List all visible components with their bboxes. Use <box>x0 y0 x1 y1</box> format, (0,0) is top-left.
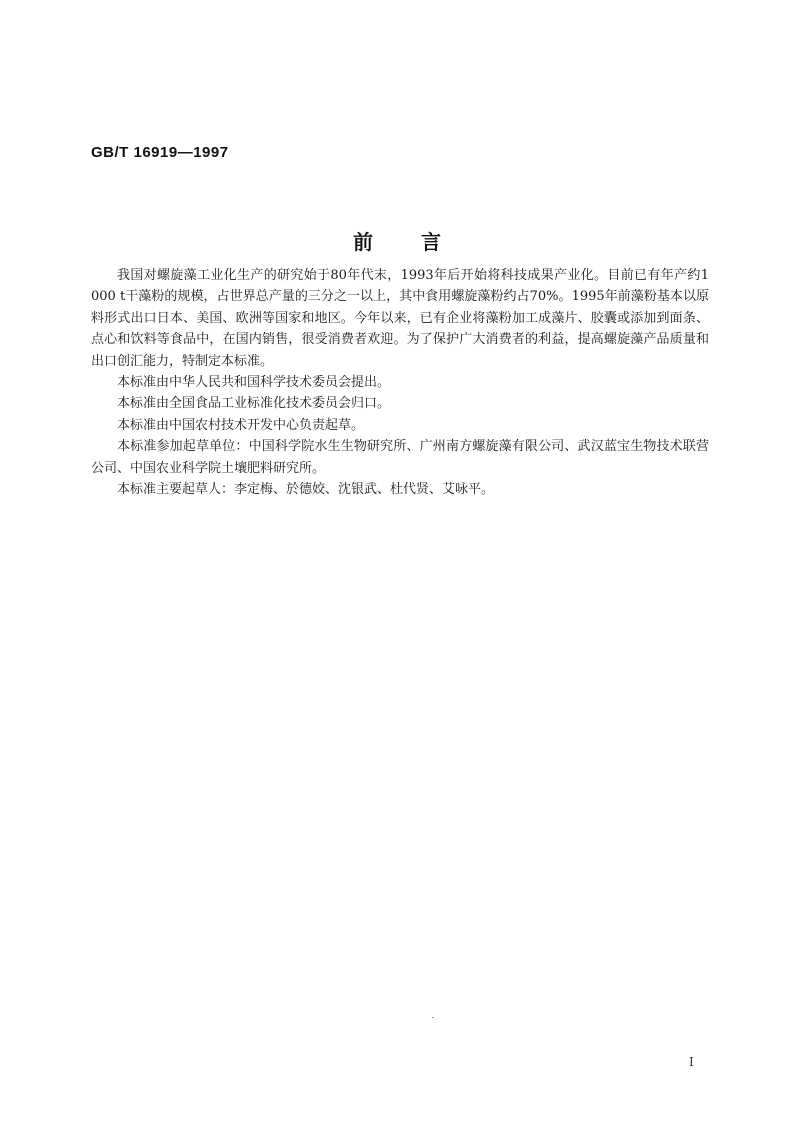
paragraph-proposer: 本标准由中华人民共和国科学技术委员会提出。 <box>117 375 391 391</box>
paragraph-committee: 本标准由全国食品工业标准化技术委员会归口。 <box>117 396 391 412</box>
paragraph-drafter: 本标准由中国农村技术开发中心负责起草。 <box>117 417 365 433</box>
paragraph-participants: 本标准参加起草单位：中国科学院水生生物研究所、广州南方螺旋藻有限公司、武汉蓝宝生物技术联营公司、中国农业科学院土壤肥料研究所。 <box>91 439 709 476</box>
page-title: 前言 <box>353 230 489 254</box>
page-number: I <box>689 1055 694 1069</box>
standard-code: GB/T 16919—1997 <box>91 144 229 161</box>
scan-speck <box>432 1017 434 1018</box>
paragraph-authors: 本标准主要起草人：李定梅、於德姣、沈银武、杜代贤、艾咏平。 <box>117 482 495 498</box>
paragraph-background: 我国对螺旋藻工业化生产的研究始于80年代末，1993年后开始将科技成果产业化。目前已有年产约1 000 t干藻粉的规模，占世界总产量的三分之一以上，其中食用螺旋藻粉约占70%。1995年前藻粉基本以原料形式出口日本、美国、欧洲等国家和地区。今年以来，已有企业将藻粉加工成藻片、胶囊或添加到面条、点心和饮料等食品中，在国内销售，很受消费者欢迎。为了保护广大消费者的利益，提高螺旋藻产品质量和出口创汇能力，特制定本标准。 <box>91 268 709 369</box>
preface-body <box>91 265 709 500</box>
